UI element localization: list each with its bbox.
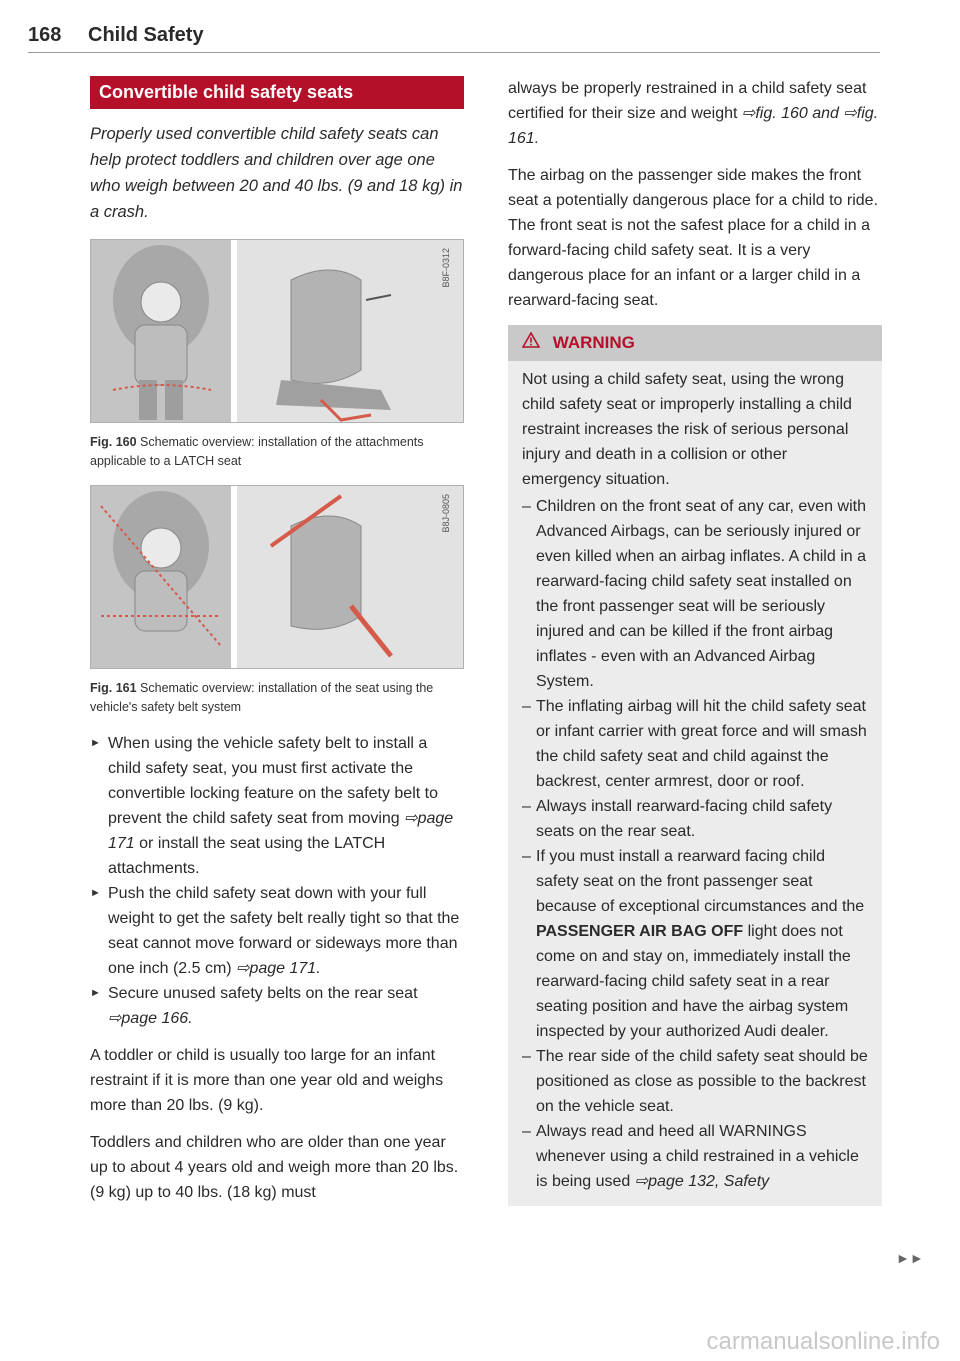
figure-160-caption [90,433,464,471]
paragraph: Toddlers and children who are older than one year up to about 4 years old and weigh more than 20 lbs. (9 kg) up to 40 lbs. (18 kg) must [90,1134,459,1201]
warning-title: WARNING [552,333,635,352]
section-banner: Convertible child safety seats [90,76,464,109]
warning-intro: Not using a child safety seat, using the wrong child safety seat or improperly installing a child restraint increases the risk of serious personal injury and death in a collision or other emergency situation. [522,371,852,488]
caption-text: Schematic overview: installation of the attachments applicable to a LATCH seat [90,435,424,468]
page-link[interactable]: ⇨page 171 [108,810,454,852]
caption-text: Schematic overview: installation of the seat using the vehicle's safety belt system [90,681,434,714]
figure-label: Fig. 160 [90,435,137,449]
indicator-light-name: PASSENGER AIR BAG OFF [536,923,744,940]
footer-watermark: carmanualsonline.info [706,1328,940,1355]
figure-link[interactable]: ⇨fig. 160 and ⇨fig. 161. [508,105,879,147]
paragraph: A toddler or child is usually too large for an infant restraint if it is more than one year old and weighs more than 20 lbs. (9 kg). [90,1047,444,1114]
warning-item: – Children on the front seat of any car, even with Advanced Airbags, can be seriously injured or even killed when an airbag inflates. A child in a rearward-facing child safety seat installed on the front passenger seat will be seriously injured and can be killed if the front airbag inflates - even with an Advanced Airbag System. [522,494,868,694]
figure-161-caption [90,679,464,717]
instruction-item: ► When using the vehicle safety belt to install a child safety seat, you must first activate the convertible locking feature on the safety belt to prevent the child safety seat from moving ⇨page 171 or install the seat using the LATCH attachments. [90,731,464,881]
page-number: 168 [28,24,62,46]
continue-arrow-icon: ►► [896,1250,924,1266]
figure-label: Fig. 161 [90,681,137,695]
warning-item: – The inflating airbag will hit the child safety seat or infant carrier with great force and will smash the child safety seat and child against the backrest, center armrest, door or roof. [522,694,868,794]
warning-item: – The rear side of the child safety seat should be positioned as close as possible to the backrest on the vehicle seat. [522,1044,868,1119]
paragraph: always be properly restrained in a child safety seat certified for their size and weight ⇨fig. 160 and ⇨fig. 161. [508,80,879,147]
instruction-item: ► Secure unused safety belts on the rear seat ⇨page 166. [90,981,464,1031]
belt-seat-illustration [91,486,464,669]
section-title: Child Safety [88,24,204,46]
figure-code: B8J-0805 [441,494,451,533]
warning-box [508,325,882,1206]
warning-list [522,494,868,1194]
warning-triangle-icon [522,325,540,361]
warning-body [508,361,882,1194]
page-link[interactable]: ⇨page 166. [108,1010,193,1027]
warning-item: – Always install rearward-facing child safety seats on the rear seat. [522,794,868,844]
figure-code: B8F-0312 [441,248,451,288]
latch-seat-illustration [91,240,464,423]
warning-item: – If you must install a rearward facing child safety seat on the front passenger seat because of exceptional circumstances and the PASSENGER AIR BAG OFF light does not come on and stay on, immediately install the rearward-facing child safety seat in a rear seating position and have the airbag system inspected by your authorized Audi dealer. [522,844,868,1044]
figure-160 [90,239,464,423]
paragraph: The airbag on the passenger side makes the front seat a potentially dangerous place for a child to ride. The front seat is not the safest place for a child in a forward-facing child safety seat. It is a very dangerous place for an infant or a larger child in a rearward-facing seat. [508,167,879,309]
instruction-list [90,731,464,1031]
page-header [28,22,880,53]
warning-header [508,325,882,361]
left-column [90,76,464,1217]
figure-161 [90,485,464,669]
intro-text: Properly used convertible child safety seats can help protect toddlers and children over age one who weigh between 20 and 40 lbs. (9 and 18 kg) in a crash. [90,125,463,221]
warning-item: – Always read and heed all WARNINGS whenever using a child restrained in a vehicle is being used ⇨page 132, Safety [522,1119,868,1194]
page-link[interactable]: ⇨page 132, Safety [634,1173,770,1190]
right-column [508,76,882,1206]
instruction-item: ► Push the child safety seat down with your full weight to get the safety belt really tight so that the seat cannot move forward or sideways more than one inch (2.5 cm) ⇨page 171. [90,881,464,981]
page-link[interactable]: ⇨page 171. [236,960,321,977]
